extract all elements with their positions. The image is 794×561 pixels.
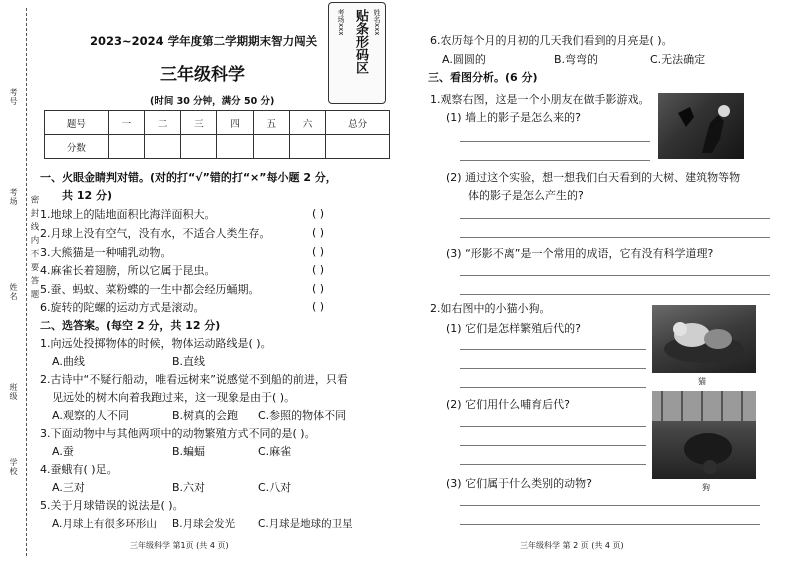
score-cell[interactable] <box>289 135 325 159</box>
tf-question-2: 2.月球上没有空气，没有水，不适合人类生存。 <box>40 227 271 240</box>
mc-question-4: 4.蚕蛾有( )足。 <box>40 463 118 476</box>
mc-option[interactable]: A.蚕 <box>52 445 74 458</box>
answer-line[interactable] <box>460 524 760 525</box>
barcode-area <box>328 2 386 104</box>
mc-option[interactable]: B.月球会发光 <box>172 518 236 530</box>
dog-label: 狗 <box>702 483 710 492</box>
stamp-field-room: 考场xxx <box>337 9 345 36</box>
label-school: 学校 <box>9 458 18 476</box>
page-2 <box>420 0 794 561</box>
score-header: 二 <box>144 111 180 135</box>
hand-shadow-illustration <box>658 93 744 159</box>
page-footer: 三年级科学 第1页 (共 4 页) <box>130 541 229 550</box>
mc-question-1: 1.向远处投掷物体的时候，物体运动路线是( )。 <box>40 337 272 350</box>
section1-title: 一、火眼金睛判对错。(对的打“√”错的打“×”每小题 2 分， <box>40 171 337 184</box>
tf-question-3: 3.大熊猫是一种哺乳动物。 <box>40 246 172 259</box>
mc-option[interactable]: A.曲线 <box>52 355 85 368</box>
subject-title: 三年级科学 <box>160 65 245 85</box>
answer-line[interactable] <box>460 160 650 161</box>
mc-option[interactable]: A.月球上有很多环形山 <box>52 518 157 530</box>
label-exam-number: 考号 <box>9 88 18 106</box>
picture-question-2: 2.如右图中的小猫小狗。 <box>430 302 551 315</box>
time-note: (时间 30 分钟，满分 50 分) <box>150 96 275 107</box>
section2-title: 二、选答案。(每空 2 分，共 12 分) <box>40 319 221 332</box>
score-cell[interactable] <box>181 135 217 159</box>
score-row-label: 分数 <box>45 135 109 159</box>
tf-answer-1[interactable]: ( ) <box>312 207 325 220</box>
mc-option[interactable]: B.弯弯的 <box>554 53 599 66</box>
cat-label: 猫 <box>698 377 706 386</box>
page-footer: 三年级科学 第 2 页 (共 4 页) <box>520 541 624 550</box>
picture-question-1: 1.观察右图，这是一个小朋友在做手影游戏。 <box>430 93 650 106</box>
answer-line[interactable] <box>460 141 650 142</box>
score-cell[interactable] <box>253 135 289 159</box>
mc-option[interactable]: A.圆圆的 <box>442 53 486 66</box>
tf-question-5: 5.蚕、蚂蚁、菜粉蝶的一生中都会经历蛹期。 <box>40 283 260 296</box>
sub-question: (3) 它们属于什么类别的动物? <box>446 477 592 490</box>
tf-answer-2[interactable]: ( ) <box>312 226 325 239</box>
sub-question: (3) “形影不离”是一个常用的成语，它有没有科学道理? <box>446 247 714 260</box>
score-header: 三 <box>181 111 217 135</box>
tf-question-1: 1.地球上的陆地面积比海洋面积大。 <box>40 208 216 221</box>
answer-line[interactable] <box>460 294 770 295</box>
mc-option[interactable]: C.参照的物体不同 <box>258 409 347 422</box>
answer-line[interactable] <box>460 275 770 276</box>
section3-title: 三、看图分析。(6 分) <box>428 71 538 84</box>
seal-line <box>26 8 27 556</box>
hand-shadow-photo <box>658 93 744 159</box>
score-cell[interactable] <box>326 135 390 159</box>
sub-question: (2) 它们用什么哺育后代? <box>446 398 570 411</box>
tf-answer-3[interactable]: ( ) <box>312 245 325 258</box>
mc-option[interactable]: C.八对 <box>258 481 292 494</box>
sub-question-cont: 体的影子是怎么产生的? <box>468 189 584 202</box>
sub-question: (1) 它们是怎样繁殖后代的? <box>446 322 581 335</box>
score-header: 总分 <box>326 111 390 135</box>
tf-answer-5[interactable]: ( ) <box>312 282 325 295</box>
score-table <box>44 110 390 159</box>
score-header: 六 <box>289 111 325 135</box>
section1-title-cont: 共 12 分) <box>62 189 112 202</box>
mc-question-6: 6.农历每个月的月初的几天我们看到的月亮是( )。 <box>430 34 673 47</box>
dog-illustration <box>652 391 756 479</box>
sub-question: (1) 墙上的影子是怎么来的? <box>446 111 581 124</box>
tf-answer-6[interactable]: ( ) <box>312 300 325 313</box>
cat-photo <box>652 305 756 373</box>
score-header: 题号 <box>45 111 109 135</box>
stamp-field-name: 姓名xxx <box>373 9 381 36</box>
dog-photo <box>652 391 756 479</box>
mc-question-2: 2.古诗中“不疑行船动，唯看远树来”说感觉不到船的前进，只看 <box>40 373 348 386</box>
score-cell[interactable] <box>108 135 144 159</box>
mc-option[interactable]: A.观察的人不同 <box>52 409 129 422</box>
mc-question-2-cont: 见远处的树木向着我跑过来，这一现象是由于( )。 <box>52 391 296 404</box>
answer-line[interactable] <box>460 464 646 465</box>
answer-line[interactable] <box>460 505 760 506</box>
mc-question-3: 3.下面动物中与其他两项中的动物繁殖方式不同的是( )。 <box>40 427 316 440</box>
answer-line[interactable] <box>460 349 646 350</box>
mc-option[interactable]: C.麻雀 <box>258 445 292 458</box>
stamp-title: 贴条形码区 <box>353 9 368 74</box>
mc-option[interactable]: B.直线 <box>172 355 206 368</box>
score-header: 四 <box>217 111 253 135</box>
score-cell[interactable] <box>144 135 180 159</box>
score-header: 一 <box>108 111 144 135</box>
page-1 <box>0 0 392 561</box>
tf-question-6: 6.旋转的陀螺的运动方式是滚动。 <box>40 301 205 314</box>
answer-line[interactable] <box>460 368 646 369</box>
mc-option[interactable]: C.无法确定 <box>650 53 706 66</box>
answer-line[interactable] <box>460 445 646 446</box>
seal-warning: 密封线内不要答题 <box>29 195 39 303</box>
label-name: 姓名 <box>9 283 18 301</box>
answer-line[interactable] <box>460 237 770 238</box>
exam-title: 2023~2024 学年度第二学期期末智力闯关 <box>90 34 318 48</box>
answer-line[interactable] <box>460 426 646 427</box>
score-cell[interactable] <box>217 135 253 159</box>
label-room: 考场 <box>9 188 18 206</box>
mc-option[interactable]: A.三对 <box>52 481 85 494</box>
mc-option[interactable]: B.树真的会跑 <box>172 409 239 422</box>
score-header: 五 <box>253 111 289 135</box>
mc-option[interactable]: B.蝙蝠 <box>172 445 206 458</box>
cat-illustration <box>652 305 756 373</box>
mc-option[interactable]: C.月球是地球的卫星 <box>258 518 353 530</box>
tf-answer-4[interactable]: ( ) <box>312 263 325 276</box>
mc-question-5: 5.关于月球错误的说法是( )。 <box>40 499 184 512</box>
mc-option[interactable]: B.六对 <box>172 481 206 494</box>
sub-question: (2) 通过这个实验，想一想我们白天看到的大树、建筑物等物 <box>446 171 741 184</box>
label-class: 班级 <box>9 383 18 401</box>
answer-line[interactable] <box>460 387 646 388</box>
tf-question-4: 4.麻雀长着翅膀，所以它属于昆虫。 <box>40 264 216 277</box>
answer-line[interactable] <box>460 218 770 219</box>
